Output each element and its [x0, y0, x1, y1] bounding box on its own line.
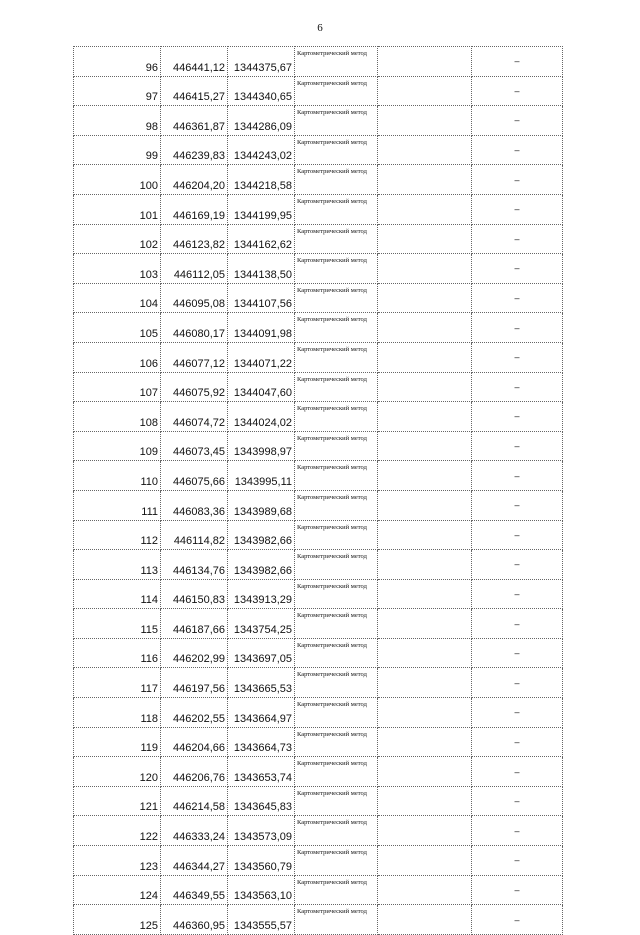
point-number-cell: 99 [74, 135, 161, 165]
empty-cell [378, 47, 472, 77]
note-cell: – [472, 313, 563, 343]
x-coordinate-cell: 446123,82 [161, 224, 228, 254]
note-cell: – [472, 76, 563, 106]
empty-cell [378, 431, 472, 461]
y-coordinate-cell: 1343653,74 [228, 757, 295, 787]
y-coordinate-cell: 1344047,60 [228, 372, 295, 402]
table-row [74, 875, 563, 905]
point-number-cell: 108 [74, 402, 161, 432]
table-row [74, 609, 563, 639]
y-coordinate-cell: 1344218,58 [228, 165, 295, 195]
point-number-cell: 100 [74, 165, 161, 195]
table-row [74, 550, 563, 580]
table-row [74, 905, 563, 935]
x-coordinate-cell: 446073,45 [161, 431, 228, 461]
x-coordinate-cell: 446074,72 [161, 402, 228, 432]
y-coordinate-cell: 1344286,09 [228, 106, 295, 136]
x-coordinate-cell: 446077,12 [161, 342, 228, 372]
table-row [74, 638, 563, 668]
empty-cell [378, 609, 472, 639]
note-cell: – [472, 757, 563, 787]
y-coordinate-cell: 1343995,11 [228, 461, 295, 491]
method-cell: Картометрический метод [295, 757, 378, 787]
point-number-cell: 114 [74, 579, 161, 609]
y-coordinate-cell: 1344375,67 [228, 47, 295, 77]
point-number-cell: 98 [74, 106, 161, 136]
y-coordinate-cell: 1343913,29 [228, 579, 295, 609]
empty-cell [378, 342, 472, 372]
method-cell: Картометрический метод [295, 520, 378, 550]
point-number-cell: 109 [74, 431, 161, 461]
table-row [74, 816, 563, 846]
point-number-cell: 119 [74, 727, 161, 757]
x-coordinate-cell: 446114,82 [161, 520, 228, 550]
method-cell: Картометрический метод [295, 402, 378, 432]
empty-cell [378, 224, 472, 254]
point-number-cell: 115 [74, 609, 161, 639]
table-row [74, 786, 563, 816]
empty-cell [378, 550, 472, 580]
table-row [74, 846, 563, 876]
point-number-cell: 101 [74, 194, 161, 224]
method-cell: Картометрический метод [295, 106, 378, 136]
y-coordinate-cell: 1344071,22 [228, 342, 295, 372]
note-cell: – [472, 638, 563, 668]
note-cell: – [472, 786, 563, 816]
note-cell: – [472, 431, 563, 461]
y-coordinate-cell: 1344024,02 [228, 402, 295, 432]
page-number: 6 [317, 22, 323, 34]
method-cell: Картометрический метод [295, 550, 378, 580]
y-coordinate-cell: 1344162,62 [228, 224, 295, 254]
method-cell: Картометрический метод [295, 727, 378, 757]
method-cell: Картометрический метод [295, 254, 378, 284]
point-number-cell: 120 [74, 757, 161, 787]
note-cell: – [472, 224, 563, 254]
x-coordinate-cell: 446361,87 [161, 106, 228, 136]
note-cell: – [472, 698, 563, 728]
x-coordinate-cell: 446095,08 [161, 283, 228, 313]
point-number-cell: 122 [74, 816, 161, 846]
method-cell: Картометрический метод [295, 905, 378, 935]
method-cell: Картометрический метод [295, 224, 378, 254]
table-row [74, 165, 563, 195]
x-coordinate-cell: 446333,24 [161, 816, 228, 846]
empty-cell [378, 372, 472, 402]
note-cell: – [472, 520, 563, 550]
x-coordinate-cell: 446083,36 [161, 490, 228, 520]
empty-cell [378, 668, 472, 698]
empty-cell [378, 638, 472, 668]
note-cell: – [472, 402, 563, 432]
table-row [74, 283, 563, 313]
y-coordinate-cell: 1343754,25 [228, 609, 295, 639]
point-number-cell: 123 [74, 846, 161, 876]
note-cell: – [472, 490, 563, 520]
point-number-cell: 125 [74, 905, 161, 935]
empty-cell [378, 846, 472, 876]
method-cell: Картометрический метод [295, 283, 378, 313]
note-cell: – [472, 342, 563, 372]
empty-cell [378, 875, 472, 905]
y-coordinate-cell: 1343989,68 [228, 490, 295, 520]
x-coordinate-cell: 446169,19 [161, 194, 228, 224]
x-coordinate-cell: 446204,20 [161, 165, 228, 195]
x-coordinate-cell: 446197,56 [161, 668, 228, 698]
y-coordinate-cell: 1343573,09 [228, 816, 295, 846]
x-coordinate-cell: 446150,83 [161, 579, 228, 609]
note-cell: – [472, 846, 563, 876]
empty-cell [378, 698, 472, 728]
point-number-cell: 112 [74, 520, 161, 550]
point-number-cell: 97 [74, 76, 161, 106]
empty-cell [378, 520, 472, 550]
note-cell: – [472, 254, 563, 284]
point-number-cell: 107 [74, 372, 161, 402]
point-number-cell: 118 [74, 698, 161, 728]
table-row [74, 431, 563, 461]
note-cell: – [472, 550, 563, 580]
table-row [74, 106, 563, 136]
x-coordinate-cell: 446349,55 [161, 875, 228, 905]
table-row [74, 402, 563, 432]
x-coordinate-cell: 446360,95 [161, 905, 228, 935]
method-cell: Картометрический метод [295, 698, 378, 728]
x-coordinate-cell: 446075,92 [161, 372, 228, 402]
x-coordinate-cell: 446202,55 [161, 698, 228, 728]
table-row [74, 668, 563, 698]
note-cell: – [472, 106, 563, 136]
table-row [74, 224, 563, 254]
point-number-cell: 110 [74, 461, 161, 491]
method-cell: Картометрический метод [295, 786, 378, 816]
method-cell: Картометрический метод [295, 609, 378, 639]
empty-cell [378, 816, 472, 846]
method-cell: Картометрический метод [295, 372, 378, 402]
point-number-cell: 103 [74, 254, 161, 284]
y-coordinate-cell: 1343697,05 [228, 638, 295, 668]
table-row [74, 727, 563, 757]
empty-cell [378, 165, 472, 195]
table-row [74, 76, 563, 106]
note-cell: – [472, 47, 563, 77]
x-coordinate-cell: 446344,27 [161, 846, 228, 876]
method-cell: Картометрический метод [295, 875, 378, 905]
note-cell: – [472, 283, 563, 313]
note-cell: – [472, 609, 563, 639]
y-coordinate-cell: 1344091,98 [228, 313, 295, 343]
y-coordinate-cell: 1343555,57 [228, 905, 295, 935]
note-cell: – [472, 194, 563, 224]
method-cell: Картометрический метод [295, 461, 378, 491]
method-cell: Картометрический метод [295, 313, 378, 343]
method-cell: Картометрический метод [295, 431, 378, 461]
method-cell: Картометрический метод [295, 194, 378, 224]
point-number-cell: 104 [74, 283, 161, 313]
note-cell: – [472, 372, 563, 402]
method-cell: Картометрический метод [295, 846, 378, 876]
empty-cell [378, 727, 472, 757]
empty-cell [378, 254, 472, 284]
note-cell: – [472, 816, 563, 846]
point-number-cell: 105 [74, 313, 161, 343]
note-cell: – [472, 905, 563, 935]
note-cell: – [472, 875, 563, 905]
y-coordinate-cell: 1344340,65 [228, 76, 295, 106]
empty-cell [378, 402, 472, 432]
y-coordinate-cell: 1343645,83 [228, 786, 295, 816]
empty-cell [378, 106, 472, 136]
method-cell: Картометрический метод [295, 135, 378, 165]
empty-cell [378, 313, 472, 343]
note-cell: – [472, 165, 563, 195]
method-cell: Картометрический метод [295, 638, 378, 668]
point-number-cell: 102 [74, 224, 161, 254]
y-coordinate-cell: 1344243,02 [228, 135, 295, 165]
x-coordinate-cell: 446239,83 [161, 135, 228, 165]
method-cell: Картометрический метод [295, 342, 378, 372]
table-row [74, 490, 563, 520]
point-number-cell: 117 [74, 668, 161, 698]
method-cell: Картометрический метод [295, 490, 378, 520]
point-number-cell: 116 [74, 638, 161, 668]
empty-cell [378, 461, 472, 491]
x-coordinate-cell: 446187,66 [161, 609, 228, 639]
table-row [74, 579, 563, 609]
x-coordinate-cell: 446214,58 [161, 786, 228, 816]
x-coordinate-cell: 446202,99 [161, 638, 228, 668]
x-coordinate-cell: 446206,76 [161, 757, 228, 787]
table-row [74, 372, 563, 402]
method-cell: Картометрический метод [295, 816, 378, 846]
x-coordinate-cell: 446415,27 [161, 76, 228, 106]
x-coordinate-cell: 446441,12 [161, 47, 228, 77]
y-coordinate-cell: 1343664,97 [228, 698, 295, 728]
method-cell: Картометрический метод [295, 165, 378, 195]
note-cell: – [472, 668, 563, 698]
note-cell: – [472, 727, 563, 757]
empty-cell [378, 905, 472, 935]
empty-cell [378, 757, 472, 787]
table-row [74, 135, 563, 165]
table-row [74, 698, 563, 728]
x-coordinate-cell: 446134,76 [161, 550, 228, 580]
y-coordinate-cell: 1343563,10 [228, 875, 295, 905]
table-row [74, 313, 563, 343]
table-row [74, 342, 563, 372]
note-cell: – [472, 461, 563, 491]
method-cell: Картометрический метод [295, 47, 378, 77]
coordinates-table [73, 46, 563, 935]
empty-cell [378, 135, 472, 165]
y-coordinate-cell: 1343560,79 [228, 846, 295, 876]
point-number-cell: 96 [74, 47, 161, 77]
table-row [74, 254, 563, 284]
empty-cell [378, 194, 472, 224]
method-cell: Картометрический метод [295, 668, 378, 698]
y-coordinate-cell: 1343664,73 [228, 727, 295, 757]
empty-cell [378, 579, 472, 609]
point-number-cell: 124 [74, 875, 161, 905]
table-row [74, 194, 563, 224]
y-coordinate-cell: 1344138,50 [228, 254, 295, 284]
empty-cell [378, 490, 472, 520]
table-row [74, 757, 563, 787]
note-cell: – [472, 579, 563, 609]
y-coordinate-cell: 1343665,53 [228, 668, 295, 698]
point-number-cell: 121 [74, 786, 161, 816]
x-coordinate-cell: 446204,66 [161, 727, 228, 757]
method-cell: Картометрический метод [295, 579, 378, 609]
x-coordinate-cell: 446112,05 [161, 254, 228, 284]
coordinates-table-body [74, 47, 563, 935]
x-coordinate-cell: 446080,17 [161, 313, 228, 343]
method-cell: Картометрический метод [295, 76, 378, 106]
point-number-cell: 106 [74, 342, 161, 372]
table-row [74, 47, 563, 77]
y-coordinate-cell: 1344107,56 [228, 283, 295, 313]
table-row [74, 520, 563, 550]
y-coordinate-cell: 1343998,97 [228, 431, 295, 461]
note-cell: – [472, 135, 563, 165]
empty-cell [378, 786, 472, 816]
y-coordinate-cell: 1343982,66 [228, 520, 295, 550]
empty-cell [378, 76, 472, 106]
x-coordinate-cell: 446075,66 [161, 461, 228, 491]
point-number-cell: 111 [74, 490, 161, 520]
point-number-cell: 113 [74, 550, 161, 580]
y-coordinate-cell: 1343982,66 [228, 550, 295, 580]
table-row [74, 461, 563, 491]
y-coordinate-cell: 1344199,95 [228, 194, 295, 224]
empty-cell [378, 283, 472, 313]
